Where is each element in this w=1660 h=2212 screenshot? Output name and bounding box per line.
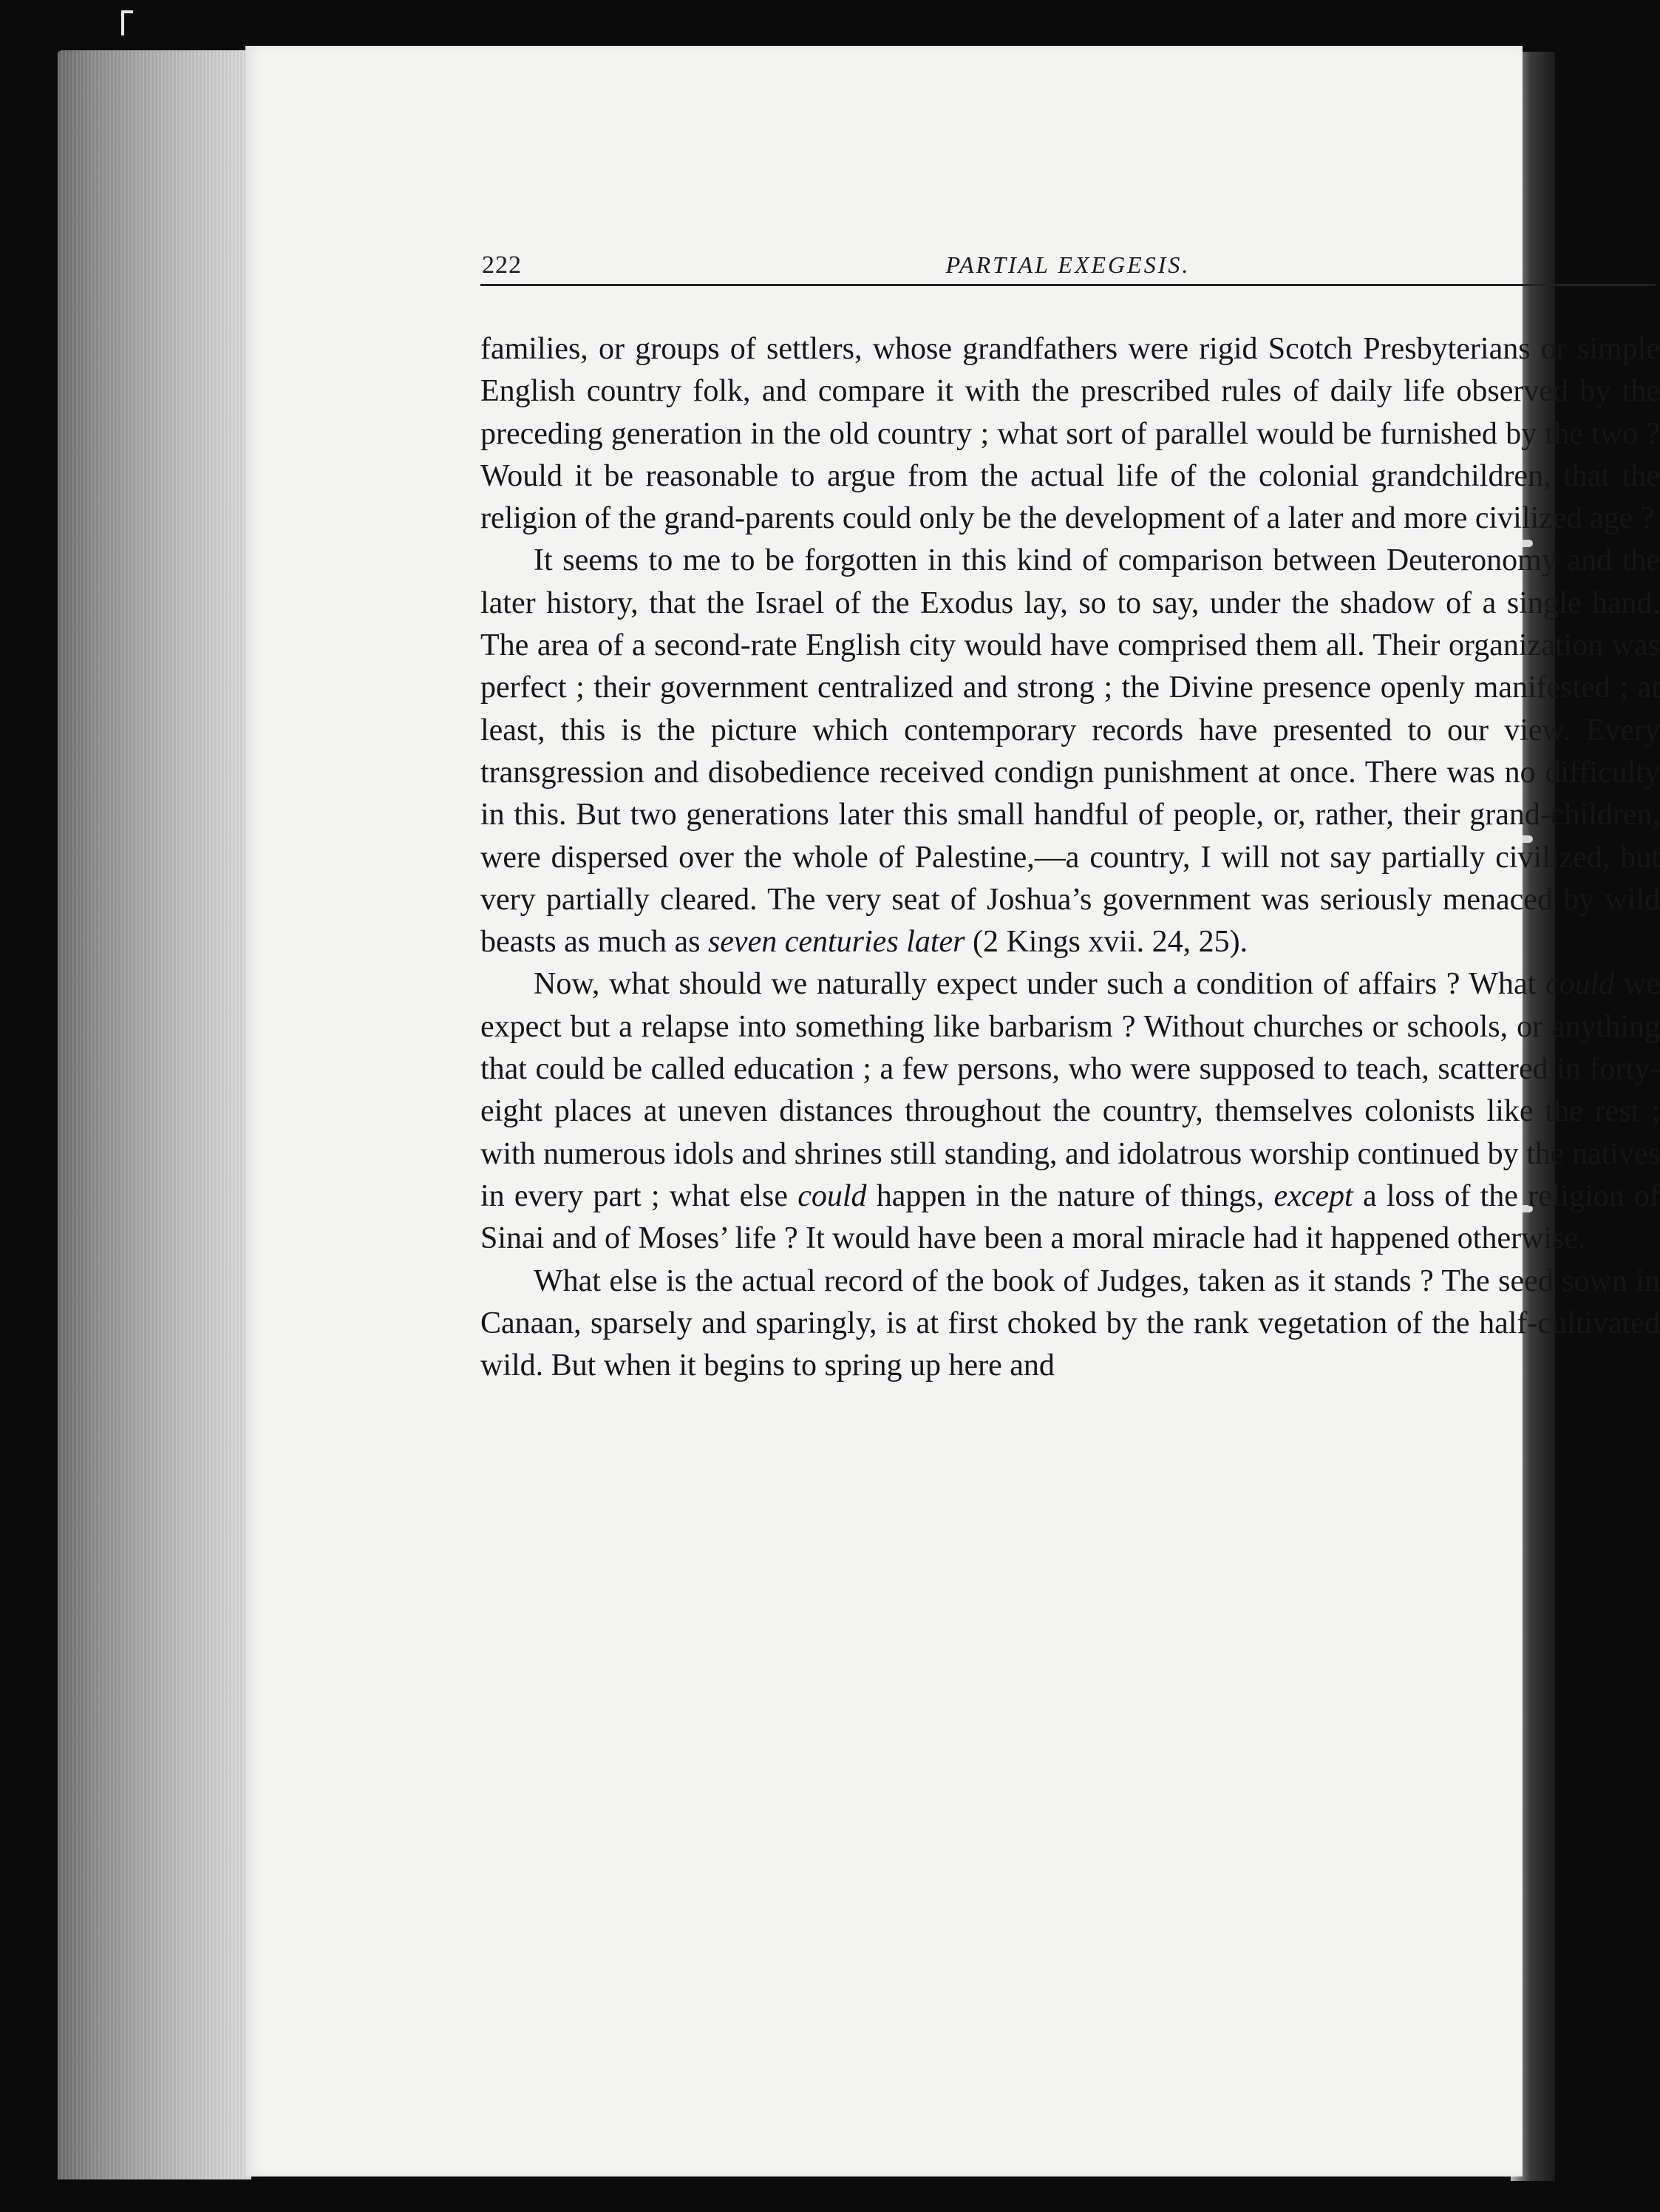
text-run: Now, what should we naturally expect under such a condition of affairs ? What	[534, 967, 1545, 1002]
paragraph	[480, 540, 1660, 963]
book-page	[245, 46, 1660, 2177]
text-run: we expect but a relapse into something like barbarism ? Without churches or schools, or anything that could be called education ; a few persons, who were supposed to teach, scattered in forty-eight places at uneven distances throughout the country, themselves colonists like the rest ; with numerous idols and shrines still standing, and idolatrous worship continued by the natives in every part ; what else	[480, 967, 1660, 1213]
body-text	[480, 328, 1660, 1387]
scan-corner-mark	[121, 10, 124, 35]
page-header	[480, 245, 1656, 286]
paragraph	[480, 963, 1660, 1260]
text-run: a loss of the religion of Sinai and of Moses’ life ? It would have been a moral miracle had it happened otherwise.	[480, 1178, 1660, 1256]
italic-text: could	[1545, 967, 1615, 1002]
italic-text: except	[1273, 1178, 1353, 1213]
text-run: families, or groups of settlers, whose grandfathers were rigid Scotch Presbyterians or simple English country folk, and compare it with the prescribed rules of daily life observed by the preceding generation in the old country ; what sort of parallel would be furnished by the two ? Would it be reasonable to argue from the actual life of the colonial grandchildren, that the religion of the grand-parents could only be the development of a later and more civilized age ?	[480, 332, 1660, 536]
page-number: 222	[482, 251, 522, 279]
text-run: It seems to me to be forgotten in this kind of comparison between Deuteronomy and the later history, that the Israel of the Exodus lay, so to say, under the shadow of a single hand. The area of a second-rate English city would have comprised them all. Their organization was perfect ; their government centralized and strong ; the Divine presence openly manifested ; at least, this is the picture which contemporary records have presented to our view. Every transgression and disobedience received condign punishment at once. There was no difficulty in this. But two generations later this small handful of people, or, rather, their grand-children, were dispersed over the whole of Palestine,—a country, I will not say partially civilized, but very partially cleared. The very seat of Joshua’s government was seriously menaced by wild beasts as much as	[480, 543, 1660, 960]
paragraph	[480, 328, 1660, 540]
text-run: happen in the nature of things,	[866, 1178, 1274, 1213]
italic-text: seven centuries later	[707, 925, 965, 960]
text-run: (2 Kings xvii. 24, 25).	[965, 925, 1248, 960]
text-run: What else is the actual record of the book of Judges, taken as it stands ? The seed sown in Canaan, sparsely and sparingly, is at first choked by the rank vegetation of the half-cultivated wild. But when it begins to spring up here and	[480, 1263, 1660, 1383]
paragraph	[480, 1261, 1660, 1388]
italic-text: could	[797, 1178, 867, 1213]
page-edges	[58, 50, 251, 2179]
running-head: PARTIAL EXEGESIS.	[945, 251, 1191, 278]
